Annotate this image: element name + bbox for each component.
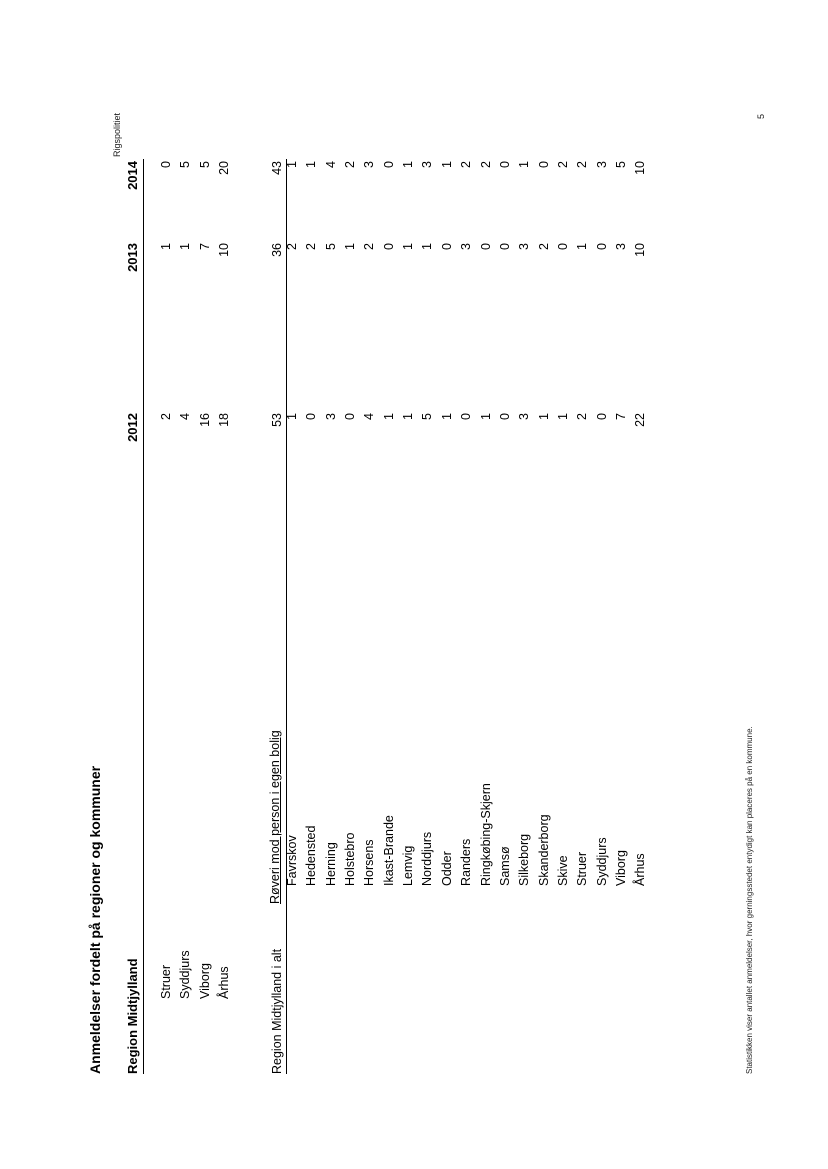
table-row xyxy=(341,69,360,1169)
value-cell: 10 xyxy=(633,243,648,257)
value-cell: 1 xyxy=(401,161,416,168)
municipality-label: Ringkøbing-Skjern xyxy=(478,783,493,886)
region-heading: Region Midtjylland xyxy=(125,958,140,1074)
value-cell: 4 xyxy=(178,413,193,420)
table-row xyxy=(457,69,476,1169)
table-row xyxy=(554,69,573,1169)
municipality-label: Horsens xyxy=(362,839,377,886)
value-cell: 0 xyxy=(304,413,319,420)
value-cell: 20 xyxy=(217,161,232,175)
value-cell: 3 xyxy=(420,161,435,168)
value-cell: 22 xyxy=(633,413,648,427)
value-cell: 7 xyxy=(197,243,212,250)
year-header-2012: 2012 xyxy=(125,413,140,442)
value-cell: 3 xyxy=(362,161,377,168)
value-cell: 3 xyxy=(323,413,338,420)
value-cell: 3 xyxy=(517,413,532,420)
value-cell: 0 xyxy=(343,413,358,420)
table-row xyxy=(283,69,302,1169)
municipality-label: Syddjurs xyxy=(594,837,609,886)
value-cell: 2 xyxy=(459,161,474,168)
value-cell: 0 xyxy=(497,161,512,168)
value-cell: 4 xyxy=(323,161,338,168)
value-cell: 7 xyxy=(613,413,628,420)
value-cell: 3 xyxy=(459,243,474,250)
municipality-label: Holstebro xyxy=(343,832,358,886)
value-cell: 5 xyxy=(197,161,212,168)
value-cell: 1 xyxy=(536,413,551,420)
value-cell: 2 xyxy=(362,243,377,250)
table-row xyxy=(535,69,554,1169)
municipality-label: Favrskov xyxy=(285,835,299,886)
total-2013: 36 xyxy=(270,243,284,257)
value-cell: 2 xyxy=(304,243,319,250)
section-subtitle: Røveri mod person i egen bolig xyxy=(268,730,282,904)
table-row xyxy=(322,69,341,1169)
value-cell: 2 xyxy=(575,161,590,168)
value-cell: 16 xyxy=(197,413,212,427)
page-number: 5 xyxy=(756,113,766,119)
municipality-label: Lemvig xyxy=(401,845,416,886)
municipality-label: Hedensted xyxy=(304,825,319,886)
municipality-label: Odder xyxy=(439,851,454,886)
value-cell: 1 xyxy=(159,243,173,250)
value-cell: 10 xyxy=(633,161,648,175)
table-row xyxy=(157,69,176,1169)
table-row xyxy=(631,69,650,1169)
municipality-label: Struer xyxy=(575,851,590,886)
value-cell: 3 xyxy=(517,243,532,250)
value-cell: 1 xyxy=(555,413,570,420)
value-cell: 2 xyxy=(159,413,173,420)
value-cell: 0 xyxy=(497,413,512,420)
value-cell: 1 xyxy=(401,413,416,420)
municipality-label: Viborg xyxy=(197,963,212,999)
table-row xyxy=(399,69,418,1169)
municipality-label: Århus xyxy=(217,966,232,999)
table-row xyxy=(418,69,437,1169)
value-cell: 2 xyxy=(536,243,551,250)
document-title: Anmeldelser fordelt på regioner og kommuner xyxy=(87,765,103,1074)
value-cell: 0 xyxy=(159,161,173,168)
value-cell: 1 xyxy=(517,161,532,168)
value-cell: 1 xyxy=(285,161,299,168)
table-row xyxy=(612,69,631,1169)
value-cell: 4 xyxy=(362,413,377,420)
municipality-label: Samsø xyxy=(497,846,512,886)
table-row xyxy=(477,69,496,1169)
value-cell: 2 xyxy=(555,161,570,168)
value-cell: 1 xyxy=(178,243,193,250)
municipality-label: Randers xyxy=(459,838,474,886)
value-cell: 5 xyxy=(420,413,435,420)
value-cell: 0 xyxy=(381,161,396,168)
municipality-label: Struer xyxy=(159,964,173,999)
table-row xyxy=(573,69,592,1169)
table-row xyxy=(496,69,515,1169)
total-2014: 43 xyxy=(270,161,284,175)
value-cell: 1 xyxy=(439,161,454,168)
value-cell: 1 xyxy=(285,413,299,420)
value-cell: 18 xyxy=(217,413,232,427)
value-cell: 5 xyxy=(613,161,628,168)
value-cell: 2 xyxy=(343,161,358,168)
value-cell: 1 xyxy=(420,243,435,250)
table-row xyxy=(196,69,215,1169)
value-cell: 0 xyxy=(594,243,609,250)
value-cell: 0 xyxy=(555,243,570,250)
table-row xyxy=(215,69,234,1169)
value-cell: 3 xyxy=(594,161,609,168)
municipality-label: Viborg xyxy=(613,850,628,886)
value-cell: 1 xyxy=(343,243,358,250)
table-row xyxy=(380,69,399,1169)
value-cell: 0 xyxy=(536,161,551,168)
header-rule xyxy=(143,159,144,1074)
year-header-2014: 2014 xyxy=(125,161,140,190)
table-row xyxy=(515,69,534,1169)
value-cell: 10 xyxy=(217,243,232,257)
value-cell: 1 xyxy=(401,243,416,250)
municipality-label: Skive xyxy=(555,855,570,886)
value-cell: 1 xyxy=(575,243,590,250)
value-cell: 1 xyxy=(439,413,454,420)
value-cell: 0 xyxy=(459,413,474,420)
value-cell: 5 xyxy=(178,161,193,168)
municipality-label: Syddjurs xyxy=(178,950,193,999)
table-row xyxy=(302,69,321,1169)
table-row xyxy=(593,69,612,1169)
value-cell: 0 xyxy=(381,243,396,250)
value-cell: 0 xyxy=(478,243,493,250)
table-row xyxy=(176,69,195,1169)
value-cell: 0 xyxy=(497,243,512,250)
municipality-label: Ikast-Brande xyxy=(381,815,396,886)
value-cell: 2 xyxy=(478,161,493,168)
value-cell: 3 xyxy=(613,243,628,250)
organisation-name: Rigspolitiet xyxy=(112,112,122,157)
value-cell: 1 xyxy=(478,413,493,420)
value-cell: 1 xyxy=(304,161,319,168)
value-cell: 2 xyxy=(575,413,590,420)
value-cell: 5 xyxy=(323,243,338,250)
total-2012: 53 xyxy=(270,413,284,427)
municipality-label: Norddjurs xyxy=(420,831,435,886)
year-header-2013: 2013 xyxy=(125,243,140,272)
municipality-label: Skanderborg xyxy=(536,814,551,886)
footnote: Statistikken viser antallet anmeldelser, hvor gerningsstedet entydigt kan placeres på en kommune. xyxy=(745,726,754,1074)
value-cell: 1 xyxy=(381,413,396,420)
municipality-label: Århus xyxy=(633,853,648,886)
value-cell: 0 xyxy=(439,243,454,250)
value-cell: 0 xyxy=(594,413,609,420)
total-label: Region Midtjylland i alt xyxy=(270,948,284,1074)
table-row xyxy=(438,69,457,1169)
table-row xyxy=(360,69,379,1169)
municipality-label: Silkeborg xyxy=(517,833,532,886)
municipality-label: Herning xyxy=(323,842,338,886)
value-cell: 2 xyxy=(285,243,299,250)
